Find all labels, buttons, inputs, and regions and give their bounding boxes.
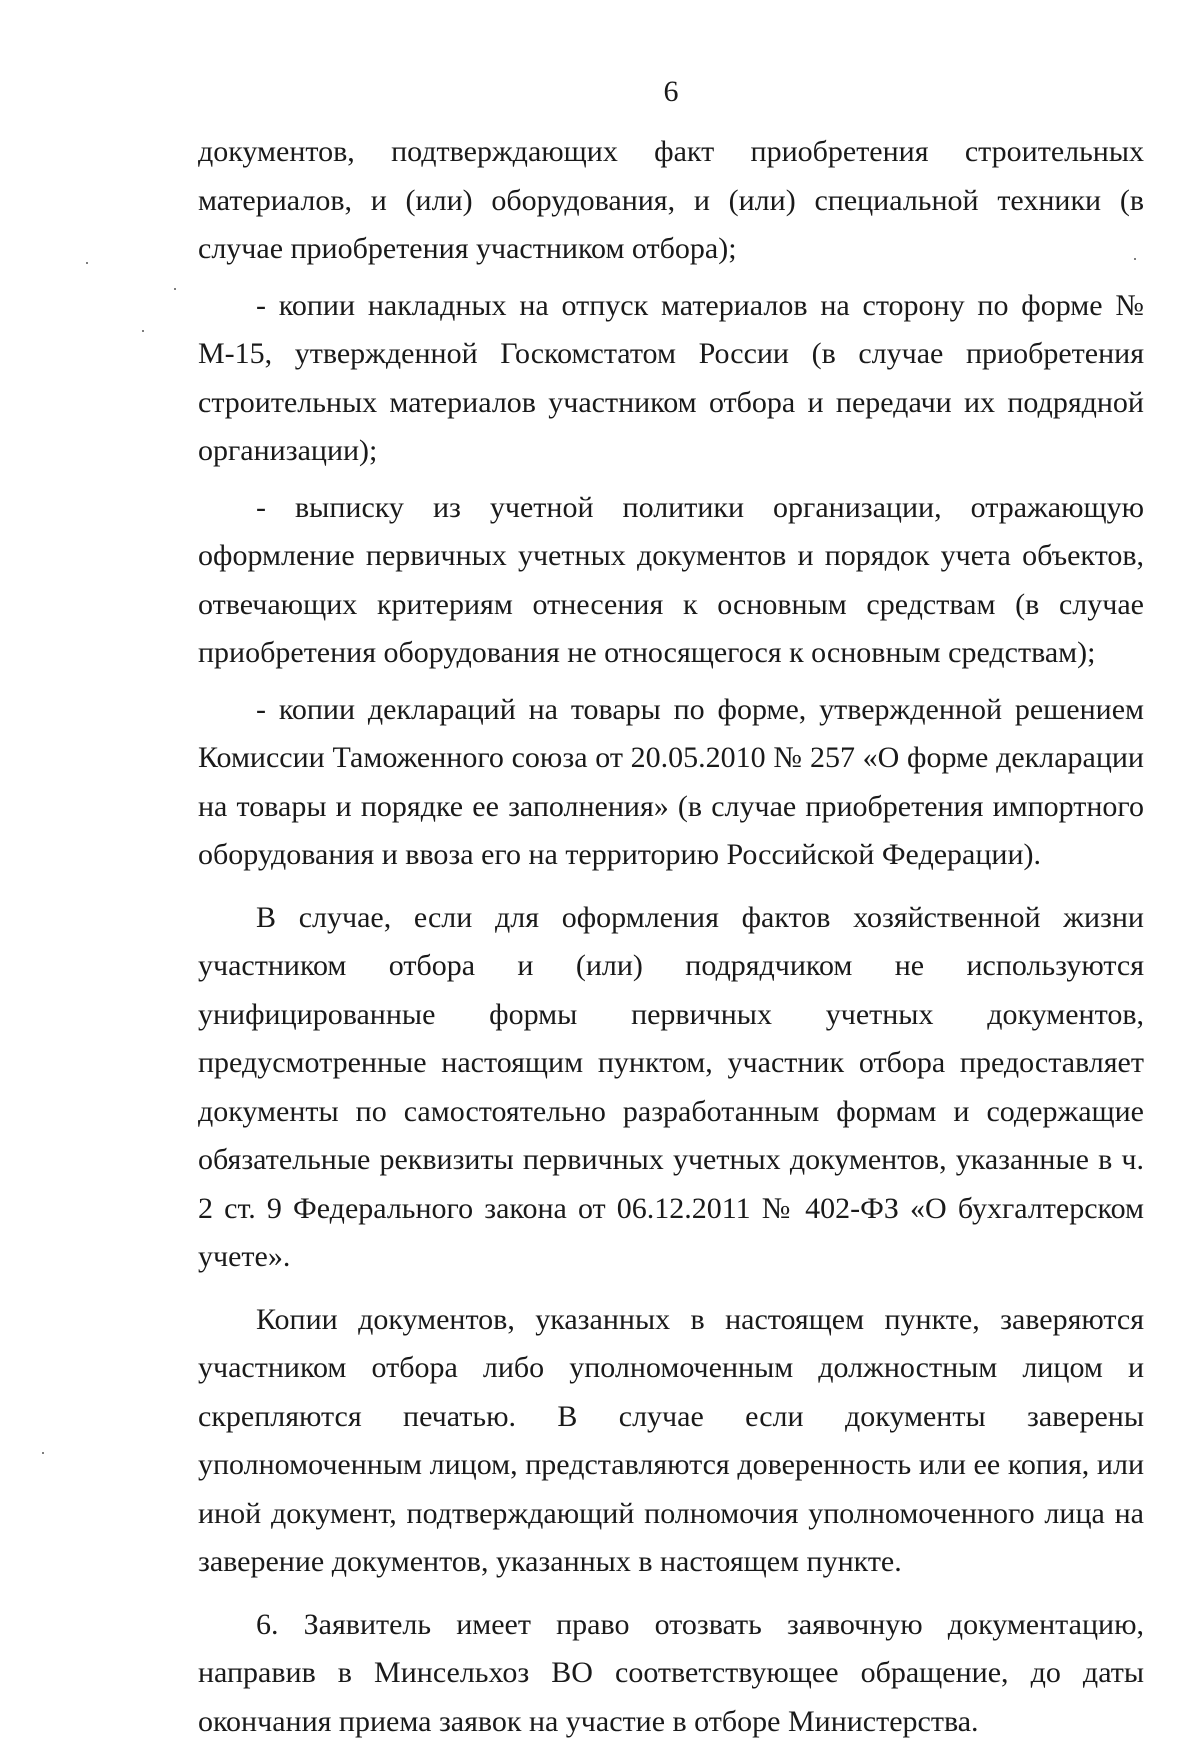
paragraph-certification: Копии документов, указанных в настоящем пункте, заверяются участником отбора либо уполномоченным должностным лицом и скрепляются печатью. В случае если документы заверены уполномоченным лицом, представляются доверенность или ее копия, или иной документ, подтверждающий полномочия уполномоченного лица на заверение документов, указанных в настоящем пункте.	[198, 1296, 1144, 1587]
scan-speck	[42, 1452, 44, 1454]
paragraph-customs-declarations: - копии деклараций на товары по форме, утвержденной решением Комиссии Таможенного союза от 20.05.2010 № 257 «О форме декларации на товары и порядке ее заполнения» (в случае приобретения импортного оборудования и ввоза его на территорию Российской Федерации).	[198, 686, 1144, 880]
document-body	[198, 128, 1144, 1746]
paragraph-accounting-policy: - выписку из учетной политики организации, отражающую оформление первичных учетных документов и порядок учета объектов, отвечающих критериям отнесения к основным средствам (в случае приобретения оборудования не относящегося к основным средствам);	[198, 484, 1144, 678]
paragraph-withdrawal: 6. Заявитель имеет право отозвать заявочную документацию, направив в Минсельхоз ВО соответствующее обращение, до даты окончания приема заявок на участие в отборе Министерства.	[198, 1601, 1144, 1746]
paragraph-custom-forms: В случае, если для оформления фактов хозяйственной жизни участником отбора и (или) подрядчиком не используются унифицированные формы первичных учетных документов, предусмотренные настоящим пунктом, участник отбора предоставляет документы по самостоятельно разработанным формам и содержащие обязательные реквизиты первичных учетных документов, указанные в ч. 2 ст. 9 Федерального закона от 06.12.2011 № 402-ФЗ «О бухгалтерском учете».	[198, 894, 1144, 1282]
scan-speck	[1134, 258, 1136, 260]
paragraph-continuation: документов, подтверждающих факт приобретения строительных материалов, и (или) оборудования, и (или) специальной техники (в случае приобретения участником отбора);	[198, 128, 1144, 274]
paragraph-waybill-copies: - копии накладных на отпуск материалов на сторону по форме № М-15, утвержденной Госкомстатом России (в случае приобретения строительных материалов участником отбора и передачи их подрядной организации);	[198, 282, 1144, 476]
scan-speck	[142, 330, 144, 332]
scan-speck	[86, 262, 88, 264]
scan-speck	[174, 288, 176, 290]
page-number: 6	[0, 74, 1200, 110]
